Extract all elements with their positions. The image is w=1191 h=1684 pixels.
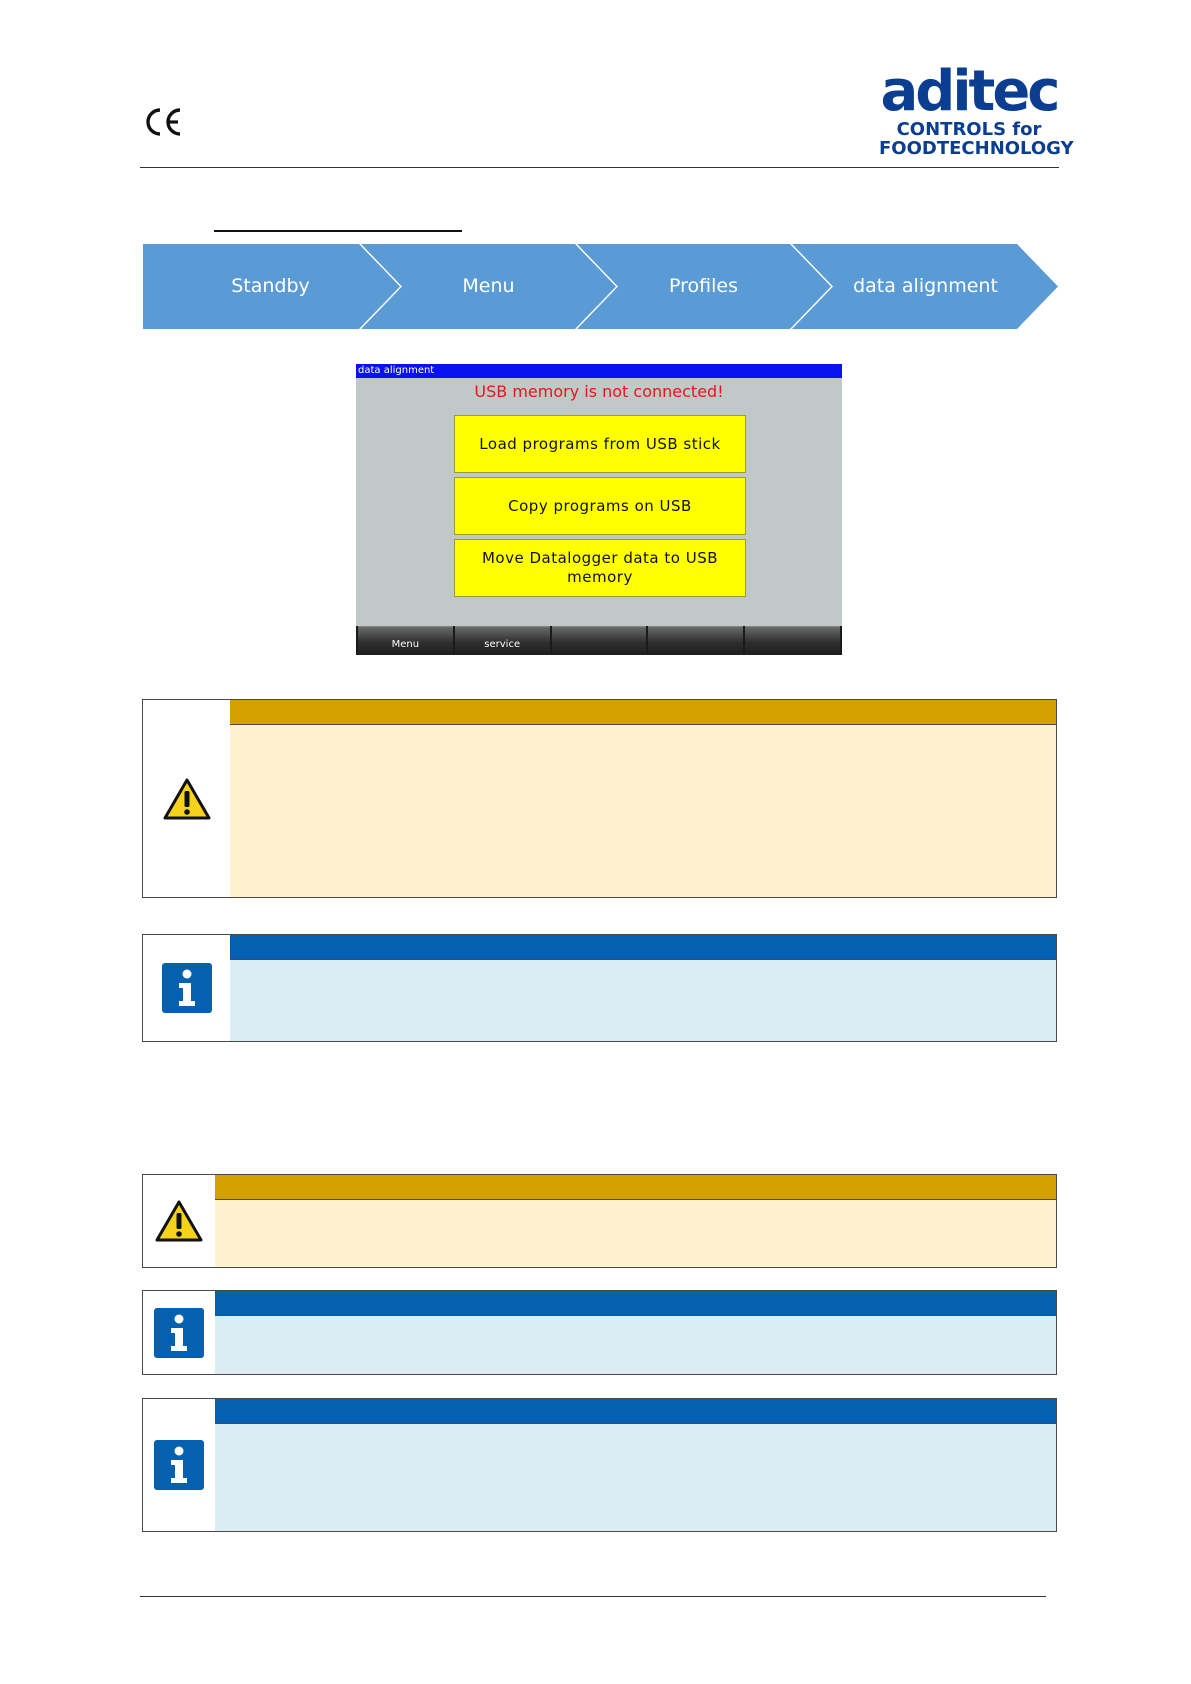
warning-icon-cell [143, 700, 231, 897]
info-note-box [142, 934, 1057, 1042]
move-datalogger-button[interactable]: Move Datalogger data to USB memory [454, 539, 746, 597]
warning-note-box [142, 699, 1057, 898]
usb-warning-message: USB memory is not connected! [474, 382, 724, 401]
info-icon [154, 1440, 204, 1490]
breadcrumb-item-data-alignment: data alignment [853, 275, 998, 297]
info-note-header [230, 935, 1056, 960]
header-divider [140, 167, 1059, 168]
logo-wordmark: aditec [880, 59, 1058, 124]
warning-note-header [230, 700, 1056, 725]
breadcrumb-item-standby: Standby [231, 275, 310, 297]
breadcrumb-item-menu: Menu [462, 275, 515, 297]
warning-note-header [215, 1175, 1056, 1200]
warning-note-box [142, 1174, 1057, 1268]
info-note-box [142, 1290, 1057, 1375]
softkey-3[interactable] [552, 626, 647, 655]
section-underline [214, 230, 462, 232]
warning-note-body [215, 1200, 1056, 1267]
info-note-body [230, 960, 1056, 1041]
warning-icon-cell [143, 1175, 216, 1267]
info-icon-cell [143, 935, 231, 1041]
softkey-bar [356, 626, 842, 655]
warning-note-body [230, 725, 1056, 897]
logo-tagline-line1: CONTROLS for [896, 119, 1042, 140]
info-note-body [215, 1424, 1056, 1531]
info-note-header [215, 1291, 1056, 1316]
info-icon [154, 1308, 204, 1358]
info-note-box [142, 1398, 1057, 1532]
info-icon-cell [143, 1399, 216, 1531]
copy-programs-button[interactable]: Copy programs on USB [454, 477, 746, 535]
company-logo [879, 59, 1074, 159]
breadcrumb-item-profiles: Profiles [669, 275, 738, 297]
softkey-4[interactable] [648, 626, 743, 655]
warning-triangle-icon [154, 1199, 204, 1243]
device-title-bar: data alignment [356, 364, 842, 378]
load-programs-button[interactable]: Load programs from USB stick [454, 415, 746, 473]
info-note-header [215, 1399, 1056, 1424]
info-icon-cell [143, 1291, 216, 1374]
info-icon [162, 963, 212, 1013]
info-note-body [215, 1316, 1056, 1374]
device-screen [356, 364, 842, 655]
breadcrumb [143, 244, 1058, 329]
footer-divider [140, 1596, 1046, 1597]
logo-tagline-line2: FOODTECHNOLOGY [879, 138, 1074, 159]
softkey-5[interactable] [745, 626, 840, 655]
softkey-service[interactable]: service [455, 626, 550, 655]
warning-triangle-icon [162, 777, 212, 821]
softkey-menu[interactable]: Menu [358, 626, 453, 655]
ce-mark-icon [143, 104, 183, 140]
